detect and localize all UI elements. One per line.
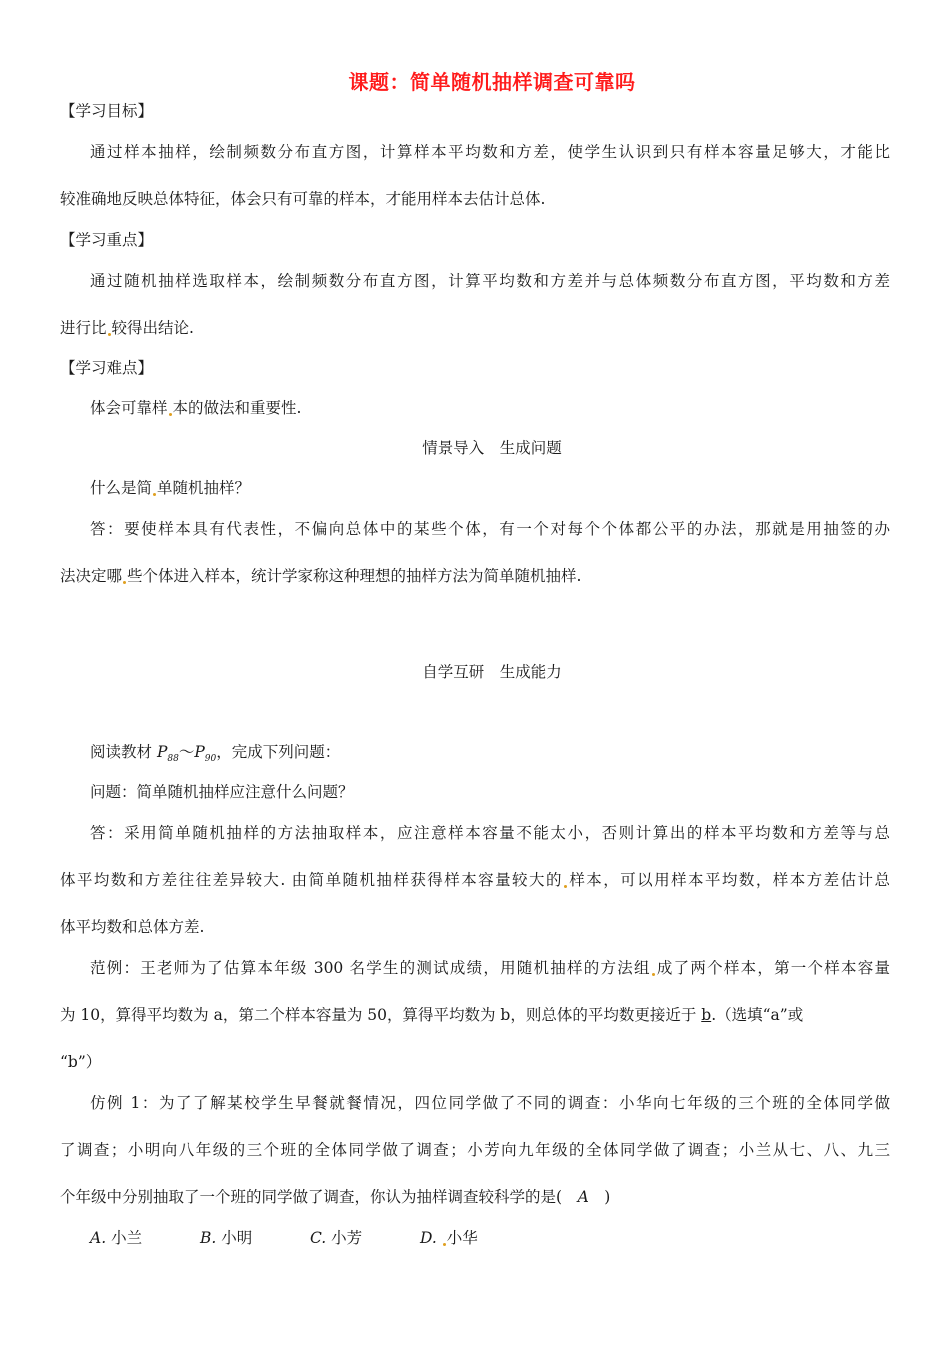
example-line-1a: 范例：王老师为了估算本年级 300 名学生的测试成绩，用随机抽样的方法组 (90, 959, 651, 977)
answer-options (90, 1228, 926, 1248)
example-line-1b: 成了两个样本，第一个样本容量 (655, 959, 890, 977)
study-answer-line-2a: 体平均数和方差往往差异较大. 由简单随机抽样获得样本容量较大的 (60, 871, 563, 889)
objectives-heading: 【学习目标】 (60, 102, 154, 120)
difficulties-line-1a: 体会可靠样 (90, 399, 168, 417)
similar-example-line-3-post: ) (588, 1188, 611, 1206)
option-b (200, 1228, 310, 1248)
similar-example-line-2: 了调查；小明向八年级的三个班的全体同学做了调查；小芳向九年级的全体同学做了调查；小兰从七、八、九三 (60, 1141, 890, 1159)
page-title: 课题：简单随机抽样调查可靠吗 (348, 70, 636, 94)
similar-example-answer: A (577, 1188, 589, 1206)
option-b-text: 小明 (221, 1229, 253, 1247)
watermark-dot (123, 581, 126, 584)
option-a-letter: A. (90, 1229, 107, 1247)
similar-example-line-3-pre: 个年级中分别抽取了一个班的同学做了调查，你认为抽样调查较科学的是( (60, 1188, 578, 1206)
watermark-dot (169, 413, 172, 416)
intro-answer-line-1: 答：要使样本具有代表性，不偏向总体中的某些个体，有一个对每个个体都公平的办法，那就是用抽签的办 (90, 520, 890, 538)
option-b-letter: B. (200, 1229, 217, 1247)
watermark-dot (153, 493, 156, 496)
page-var-start: P (156, 743, 168, 761)
study-answer-line-2b: 样本，可以用样本平均数，样本方差估计总 (567, 871, 890, 889)
watermark-dot (652, 973, 655, 976)
reading-suffix: ，完成下列问题： (216, 743, 341, 761)
option-d-letter: D. (420, 1229, 437, 1247)
similar-example-line-3 (60, 1187, 896, 1207)
key-points-heading: 【学习重点】 (60, 231, 154, 249)
difficulties-heading: 【学习难点】 (60, 359, 154, 377)
option-c-text: 小芳 (331, 1229, 363, 1247)
similar-example-line-1: 仿例 1：为了了解某校学生早餐就餐情况，四位同学做了不同的调查：小华向七年级的三个班的全体同学做 (90, 1094, 890, 1112)
objectives-line-2: 较准确地反映总体特征，体会只有可靠的样本，才能用样本去估计总体. (60, 190, 546, 208)
example-line-2-post: .（选填“a”或 (711, 1006, 804, 1024)
difficulties-line-1 (90, 398, 926, 418)
reading-prefix: 阅读教材 (90, 743, 157, 761)
intro-question (90, 478, 926, 498)
intro-question-a: 什么是简 (90, 479, 153, 497)
key-points-line-1: 通过随机抽样选取样本，绘制频数分布直方图，计算平均数和方差并与总体频数分布直方图，平均数和方差 (90, 272, 890, 290)
objectives-line-1: 通过样本抽样，绘制频数分布直方图，计算样本平均数和方差，使学生认识到只有样本容量足够大，才能比 (90, 143, 890, 161)
intro-answer-line-2 (60, 566, 896, 586)
intro-answer-line-2b: 些个体进入样本，统计学家称这种理想的抽样方法为简单随机抽样. (127, 567, 582, 585)
option-d (420, 1228, 530, 1248)
reading-instruction (90, 742, 926, 769)
page-tilde: ～ (178, 743, 195, 761)
option-c (310, 1228, 420, 1248)
page-start: 88 (167, 754, 179, 765)
key-points-line-2a: 进行比 (60, 319, 107, 337)
watermark-dot (443, 1243, 446, 1246)
section-heading-self-study: 自学互研 生成能力 (422, 663, 562, 681)
study-answer-line-3: 体平均数和总体方差. (60, 918, 205, 936)
key-points-line-2 (60, 318, 896, 338)
study-answer-line-2 (60, 870, 890, 890)
page-var-end: P (194, 743, 205, 761)
page-end: 90 (204, 754, 217, 765)
option-a-text: 小兰 (111, 1229, 143, 1247)
example-line-1 (90, 958, 890, 978)
example-line-2-pre: 为 10，算得平均数为 a，第二个样本容量为 50，算得平均数为 b，则总体的平均数更接近于 (60, 1006, 702, 1024)
watermark-dot (564, 885, 567, 888)
key-points-line-2b: 较得出结论. (111, 319, 194, 337)
intro-answer-line-2a: 法决定哪 (60, 567, 123, 585)
example-line-3: “b”） (60, 1053, 102, 1071)
option-c-letter: C. (310, 1229, 327, 1247)
difficulties-line-1b: 本的做法和重要性. (172, 399, 302, 417)
option-a (90, 1228, 200, 1248)
example-answer: b (701, 1006, 712, 1024)
study-question: 问题：简单随机抽样应注意什么问题？ (90, 783, 354, 801)
example-line-2 (60, 1005, 896, 1025)
section-heading-intro: 情景导入 生成问题 (422, 439, 562, 457)
watermark-dot (108, 333, 111, 336)
intro-question-b: 单随机抽样？ (157, 479, 251, 497)
option-d-text: 小华 (446, 1229, 478, 1247)
study-answer-line-1: 答：采用简单随机抽样的方法抽取样本，应注意样本容量不能太小，否则计算出的样本平均数和方差等与总 (90, 824, 890, 842)
